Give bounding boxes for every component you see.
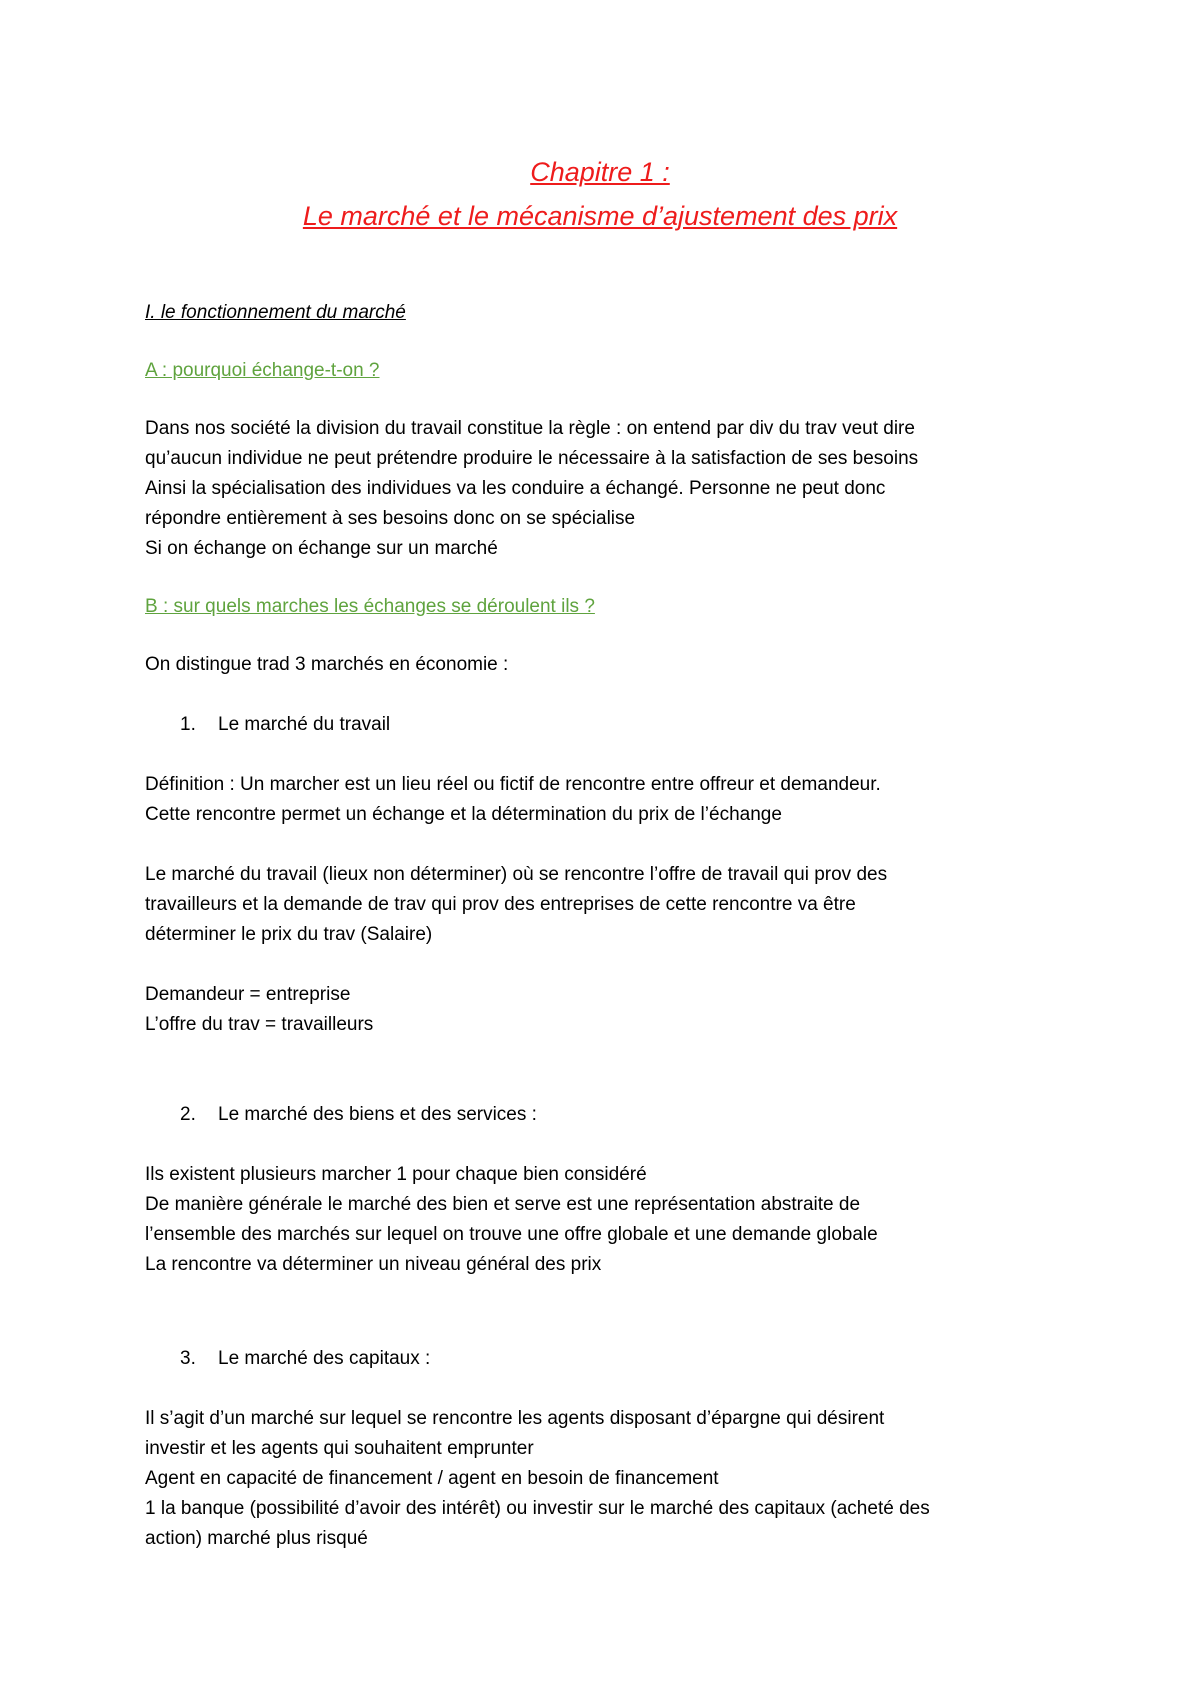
list-label: Le marché du travail	[218, 714, 391, 735]
paragraph-marche-capitaux	[145, 1404, 1080, 1554]
text-line: travailleurs et la demande de trav qui prov des entreprises de cette rencontre va être	[145, 894, 856, 915]
chapter-title-line2: Le marché et le mécanisme d’ajustement des prix	[302, 201, 898, 231]
paragraph-definition	[145, 770, 1080, 830]
paragraph-marche-travail	[145, 860, 1080, 950]
list-item-marche-capitaux	[145, 1344, 1080, 1374]
list-label: Le marché des biens et des services :	[218, 1104, 537, 1125]
list-item-marche-biens	[145, 1100, 1080, 1130]
text-line: 1 la banque (possibilité d’avoir des intérêt) ou investir sur le marché des capitaux (acheté des	[145, 1498, 930, 1519]
text-line: Agent en capacité de financement / agent en besoin de financement	[145, 1468, 719, 1489]
text-line: Si on échange on échange sur un marché	[145, 538, 498, 559]
text-line: action) marché plus risqué	[145, 1528, 368, 1549]
paragraph-intro-marches	[145, 650, 1080, 680]
text-line: Il s’agit d’un marché sur lequel se rencontre les agents disposant d’épargne qui désirent	[145, 1408, 885, 1429]
chapter-title-line1: Chapitre 1 :	[530, 157, 670, 187]
text-line: Ils existent plusieurs marcher 1 pour chaque bien considéré	[145, 1164, 647, 1185]
text-line: On distingue trad 3 marchés en économie :	[145, 654, 509, 675]
paragraph-roles	[145, 980, 1080, 1040]
text-line: La rencontre va déterminer un niveau général des prix	[145, 1254, 602, 1275]
paragraph-division-travail	[145, 414, 1080, 564]
text-line: répondre entièrement à ses besoins donc on se spécialise	[145, 508, 636, 529]
text-line: L’offre du trav = travailleurs	[145, 1014, 374, 1035]
text-line: qu’aucun individue ne peut prétendre produire le nécessaire à la satisfaction de ses besoins	[145, 448, 919, 469]
text-line: Définition : Un marcher est un lieu réel ou fictif de rencontre entre offreur et demandeur.	[145, 774, 881, 795]
text-line: Le marché du travail (lieux non déterminer) où se rencontre l’offre de travail qui prov des	[145, 864, 888, 885]
section-heading-1: I. le fonctionnement du marché	[145, 302, 406, 323]
text-line: Dans nos société la division du travail constitue la règle : on entend par div du trav veut dire	[145, 418, 915, 439]
list-number: 2.	[180, 1104, 196, 1125]
text-line: Demandeur = entreprise	[145, 984, 351, 1005]
subheading-a: A : pourquoi échange-t-on ?	[145, 360, 380, 381]
text-line: Ainsi la spécialisation des individues va les conduire a échangé. Personne ne peut donc	[145, 478, 886, 499]
text-line: investir et les agents qui souhaitent emprunter	[145, 1438, 534, 1459]
text-line: déterminer le prix du trav (Salaire)	[145, 924, 433, 945]
paragraph-marche-biens	[145, 1160, 1080, 1280]
subheading-b: B : sur quels marches les échanges se déroulent ils ?	[145, 596, 595, 617]
list-number: 1.	[180, 714, 196, 735]
list-number: 3.	[180, 1348, 196, 1369]
list-item-marche-travail	[145, 710, 1080, 740]
text-line: Cette rencontre permet un échange et la détermination du prix de l’échange	[145, 804, 782, 825]
list-label: Le marché des capitaux :	[218, 1348, 431, 1369]
text-line: l’ensemble des marchés sur lequel on trouve une offre globale et une demande globale	[145, 1224, 878, 1245]
chapter-title	[120, 150, 1080, 238]
text-line: De manière générale le marché des bien et serve est une représentation abstraite de	[145, 1194, 861, 1215]
